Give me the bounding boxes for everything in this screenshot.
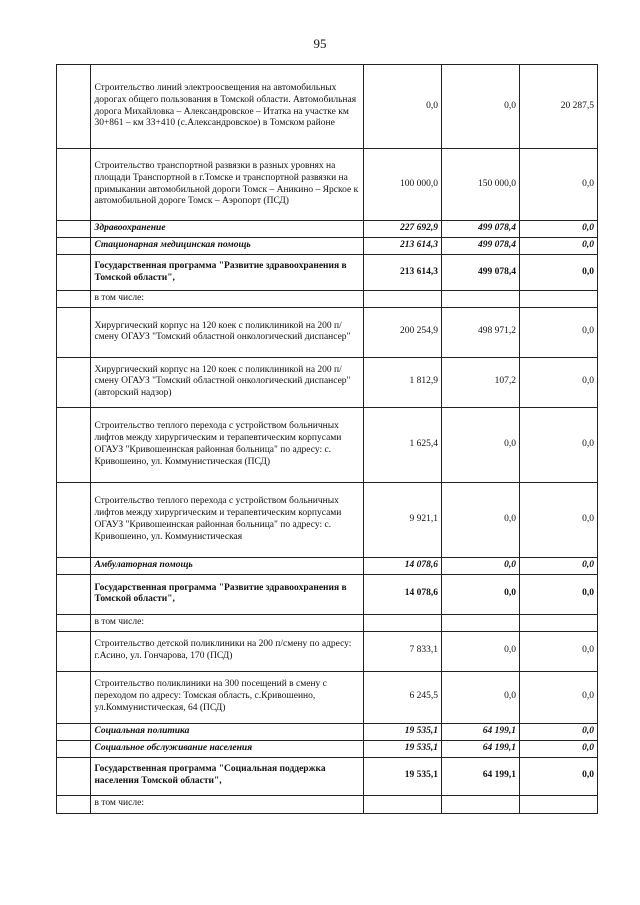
table-row — [57, 238, 598, 255]
row-value-1-cell: 19 535,1 — [363, 723, 441, 740]
row-name-cell: Амбулаторная помощь — [91, 557, 364, 574]
table-row — [57, 557, 598, 574]
row-value-1-cell — [363, 614, 441, 631]
row-value-2-cell: 107,2 — [441, 357, 519, 407]
row-index-cell — [57, 149, 91, 221]
row-value-2-cell: 499 078,4 — [441, 221, 519, 238]
row-value-2-cell: 150 000,0 — [441, 149, 519, 221]
table-row — [57, 795, 598, 813]
row-index-cell — [57, 407, 91, 482]
row-value-1-cell: 14 078,6 — [363, 557, 441, 574]
row-value-3-cell — [519, 291, 597, 308]
row-value-3-cell — [519, 795, 597, 813]
row-index-cell — [57, 65, 91, 149]
row-value-2-cell — [441, 614, 519, 631]
row-index-cell — [57, 671, 91, 723]
table-row — [57, 357, 598, 407]
row-name-cell: Социальное обслуживание населения — [91, 740, 364, 757]
row-value-2-cell: 498 971,2 — [441, 307, 519, 357]
row-value-2-cell: 0,0 — [441, 557, 519, 574]
row-value-3-cell: 0,0 — [519, 407, 597, 482]
row-value-1-cell: 14 078,6 — [363, 574, 441, 614]
table-row — [57, 740, 598, 757]
row-index-cell — [57, 631, 91, 671]
row-value-3-cell: 20 287,5 — [519, 65, 597, 149]
row-index-cell — [57, 238, 91, 255]
row-value-2-cell: 64 199,1 — [441, 757, 519, 795]
row-name-cell: Стационарная медицинская помощь — [91, 238, 364, 255]
row-value-1-cell: 227 692,9 — [363, 221, 441, 238]
row-value-3-cell: 0,0 — [519, 221, 597, 238]
row-index-cell — [57, 291, 91, 308]
row-value-3-cell: 0,0 — [519, 557, 597, 574]
row-value-2-cell: 64 199,1 — [441, 740, 519, 757]
row-index-cell — [57, 307, 91, 357]
row-index-cell — [57, 614, 91, 631]
row-value-3-cell: 0,0 — [519, 357, 597, 407]
row-index-cell — [57, 723, 91, 740]
row-name-cell: Строительство теплого перехода с устройством больничных лифтов между хирургическим и терапевтическим корпусами ОГАУЗ "Кривошеинская районная больница" по адресу: с. Кривошеино, ул. Коммунистическая — [91, 482, 364, 557]
row-value-3-cell: 0,0 — [519, 255, 597, 291]
row-name-cell: Строительство линий электроосвещения на автомобильных дорогах общего пользования в Томской области. Автомобильная дорога Михайловка – Александровское – Итатка на участке км 30+861 – км 33+410 (с.Александровское) в Томском районе — [91, 65, 364, 149]
row-name-cell: в том числе: — [91, 291, 364, 308]
table-row — [57, 221, 598, 238]
table-row — [57, 407, 598, 482]
row-value-1-cell: 200 254,9 — [363, 307, 441, 357]
table-row — [57, 255, 598, 291]
row-index-cell — [57, 482, 91, 557]
row-name-cell: Хирургический корпус на 120 коек с поликлиникой на 200 п/смену ОГАУЗ "Томский областной онкологический диспансер" (авторский надзор) — [91, 357, 364, 407]
row-value-2-cell: 0,0 — [441, 482, 519, 557]
row-name-cell: Здравоохранение — [91, 221, 364, 238]
row-index-cell — [57, 795, 91, 813]
row-value-1-cell — [363, 795, 441, 813]
row-value-3-cell: 0,0 — [519, 574, 597, 614]
row-index-cell — [57, 574, 91, 614]
row-index-cell — [57, 357, 91, 407]
row-value-3-cell: 0,0 — [519, 482, 597, 557]
table-row — [57, 631, 598, 671]
row-value-1-cell: 0,0 — [363, 65, 441, 149]
row-value-2-cell — [441, 795, 519, 813]
budget-table-body — [57, 65, 598, 814]
row-value-2-cell: 64 199,1 — [441, 723, 519, 740]
row-value-1-cell: 213 614,3 — [363, 255, 441, 291]
table-row — [57, 291, 598, 308]
row-name-cell: Строительство транспортной развязки в разных уровнях на площади Транспортной в г.Томске и транспортной развязки на примыкании автомобильной дороги Томск – Аникино – Ярское к автомобильной дороге Томск – Аэропорт (ПСД) — [91, 149, 364, 221]
row-name-cell: Государственная программа "Развитие здравоохранения в Томской области", — [91, 574, 364, 614]
row-name-cell: Строительство детской поликлиники на 200 п/смену по адресу: г.Асино, ул. Гончарова, 170 (ПСД) — [91, 631, 364, 671]
row-value-2-cell: 0,0 — [441, 631, 519, 671]
row-name-cell: Строительство теплого перехода с устройством больничных лифтов между хирургическим и терапевтическим корпусами ОГАУЗ "Кривошеинская районная больница" по адресу: с. Кривошеино, ул. Коммунистическая (ПСД) — [91, 407, 364, 482]
row-index-cell — [57, 757, 91, 795]
row-value-1-cell: 100 000,0 — [363, 149, 441, 221]
row-value-2-cell — [441, 291, 519, 308]
row-value-3-cell: 0,0 — [519, 631, 597, 671]
row-value-2-cell: 499 078,4 — [441, 238, 519, 255]
row-value-2-cell: 0,0 — [441, 407, 519, 482]
row-name-cell: Социальная политика — [91, 723, 364, 740]
row-value-1-cell: 19 535,1 — [363, 740, 441, 757]
row-value-3-cell: 0,0 — [519, 307, 597, 357]
row-value-3-cell: 0,0 — [519, 149, 597, 221]
row-value-2-cell: 0,0 — [441, 65, 519, 149]
row-value-2-cell: 499 078,4 — [441, 255, 519, 291]
row-index-cell — [57, 221, 91, 238]
row-value-1-cell: 6 245,5 — [363, 671, 441, 723]
row-value-3-cell: 0,0 — [519, 757, 597, 795]
row-index-cell — [57, 557, 91, 574]
row-value-1-cell: 213 614,3 — [363, 238, 441, 255]
table-row — [57, 149, 598, 221]
row-value-1-cell — [363, 291, 441, 308]
row-value-3-cell — [519, 614, 597, 631]
row-name-cell: Строительство поликлиники на 300 посещений в смену с переходом по адресу: Томская область, с.Кривошеино, ул.Коммунистическая, 64 (ПСД) — [91, 671, 364, 723]
row-value-3-cell: 0,0 — [519, 740, 597, 757]
budget-table — [56, 64, 598, 814]
row-value-3-cell: 0,0 — [519, 671, 597, 723]
page-number: 95 — [313, 36, 327, 51]
table-row — [57, 482, 598, 557]
row-value-2-cell: 0,0 — [441, 574, 519, 614]
table-row — [57, 671, 598, 723]
row-name-cell: Государственная программа "Социальная поддержка населения Томской области", — [91, 757, 364, 795]
row-value-3-cell: 0,0 — [519, 238, 597, 255]
row-value-1-cell: 1 812,9 — [363, 357, 441, 407]
row-name-cell: Государственная программа "Развитие здравоохранения в Томской области", — [91, 255, 364, 291]
row-name-cell: в том числе: — [91, 795, 364, 813]
table-row — [57, 723, 598, 740]
row-value-1-cell: 19 535,1 — [363, 757, 441, 795]
row-value-1-cell: 9 921,1 — [363, 482, 441, 557]
row-value-1-cell: 1 625,4 — [363, 407, 441, 482]
row-value-1-cell: 7 833,1 — [363, 631, 441, 671]
table-row — [57, 65, 598, 149]
row-index-cell — [57, 255, 91, 291]
row-value-3-cell: 0,0 — [519, 723, 597, 740]
table-row — [57, 614, 598, 631]
row-index-cell — [57, 740, 91, 757]
row-name-cell: в том числе: — [91, 614, 364, 631]
table-row — [57, 574, 598, 614]
row-name-cell: Хирургический корпус на 120 коек с поликлиникой на 200 п/смену ОГАУЗ "Томский областной онкологический диспансер" — [91, 307, 364, 357]
table-row — [57, 757, 598, 795]
table-row — [57, 307, 598, 357]
row-value-2-cell: 0,0 — [441, 671, 519, 723]
